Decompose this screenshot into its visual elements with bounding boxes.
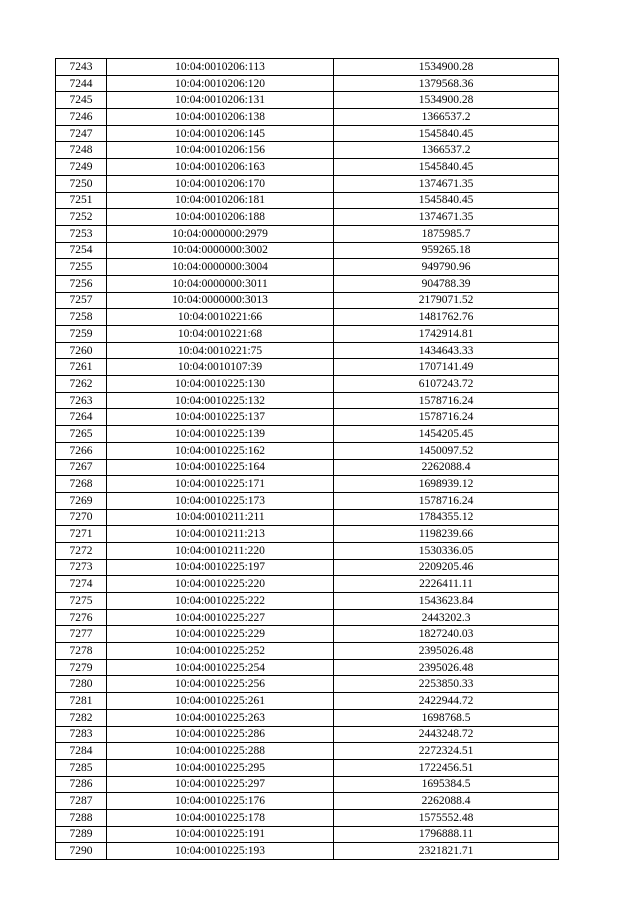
table-row (56, 159, 559, 176)
value-cell: 2226411.11 (334, 576, 559, 593)
row-number-cell: 7286 (56, 776, 107, 793)
row-number-cell: 7249 (56, 159, 107, 176)
cadastral-number-cell: 10:04:0010206:181 (107, 192, 334, 209)
row-number-cell: 7248 (56, 142, 107, 159)
value-cell: 2179071.52 (334, 292, 559, 309)
data-table (55, 58, 559, 860)
cadastral-number-cell: 10:04:0010225:227 (107, 609, 334, 626)
row-number-cell: 7283 (56, 726, 107, 743)
value-cell: 1578716.24 (334, 492, 559, 509)
value-cell: 959265.18 (334, 242, 559, 259)
table-row (56, 426, 559, 443)
table-row (56, 442, 559, 459)
value-cell: 2253850.33 (334, 676, 559, 693)
cadastral-number-cell: 10:04:0000000:3011 (107, 275, 334, 292)
value-cell: 1578716.24 (334, 392, 559, 409)
table-row (56, 809, 559, 826)
cadastral-number-cell: 10:04:0010221:75 (107, 342, 334, 359)
table-row (56, 225, 559, 242)
cadastral-number-cell: 10:04:0010225:191 (107, 826, 334, 843)
table-row (56, 192, 559, 209)
row-number-cell: 7260 (56, 342, 107, 359)
row-number-cell: 7271 (56, 526, 107, 543)
value-cell: 1379568.36 (334, 75, 559, 92)
table-row (56, 626, 559, 643)
value-cell: 1366537.2 (334, 109, 559, 126)
value-cell: 2443248.72 (334, 726, 559, 743)
value-cell: 1434643.33 (334, 342, 559, 359)
table-row (56, 693, 559, 710)
table-row (56, 776, 559, 793)
table-row (56, 392, 559, 409)
table-row (56, 125, 559, 142)
table-row (56, 793, 559, 810)
cadastral-number-cell: 10:04:0010206:163 (107, 159, 334, 176)
row-number-cell: 7250 (56, 175, 107, 192)
row-number-cell: 7280 (56, 676, 107, 693)
value-cell: 2395026.48 (334, 643, 559, 660)
row-number-cell: 7278 (56, 643, 107, 660)
row-number-cell: 7275 (56, 593, 107, 610)
row-number-cell: 7267 (56, 459, 107, 476)
cadastral-number-cell: 10:04:0010225:139 (107, 426, 334, 443)
row-number-cell: 7288 (56, 809, 107, 826)
row-number-cell: 7263 (56, 392, 107, 409)
table-row (56, 559, 559, 576)
value-cell: 2443202.3 (334, 609, 559, 626)
value-cell: 1454205.45 (334, 426, 559, 443)
value-cell: 1827240.03 (334, 626, 559, 643)
row-number-cell: 7287 (56, 793, 107, 810)
cadastral-number-cell: 10:04:0010107:39 (107, 359, 334, 376)
cadastral-number-cell: 10:04:0010225:256 (107, 676, 334, 693)
table-row (56, 142, 559, 159)
cadastral-number-cell: 10:04:0010225:173 (107, 492, 334, 509)
row-number-cell: 7276 (56, 609, 107, 626)
table-row (56, 709, 559, 726)
table-row (56, 576, 559, 593)
table-row (56, 75, 559, 92)
row-number-cell: 7251 (56, 192, 107, 209)
value-cell: 1366537.2 (334, 142, 559, 159)
row-number-cell: 7269 (56, 492, 107, 509)
value-cell: 2262088.4 (334, 459, 559, 476)
cadastral-number-cell: 10:04:0010211:213 (107, 526, 334, 543)
row-number-cell: 7279 (56, 659, 107, 676)
table-row (56, 492, 559, 509)
cadastral-number-cell: 10:04:0010225:164 (107, 459, 334, 476)
cadastral-number-cell: 10:04:0010225:261 (107, 693, 334, 710)
row-number-cell: 7266 (56, 442, 107, 459)
row-number-cell: 7282 (56, 709, 107, 726)
table-row (56, 209, 559, 226)
value-cell: 1481762.76 (334, 309, 559, 326)
table-row (56, 92, 559, 109)
table-row (56, 609, 559, 626)
cadastral-number-cell: 10:04:0010225:178 (107, 809, 334, 826)
table-row (56, 643, 559, 660)
value-cell: 1530336.05 (334, 542, 559, 559)
table-row (56, 476, 559, 493)
cadastral-number-cell: 10:04:0010225:288 (107, 743, 334, 760)
row-number-cell: 7281 (56, 693, 107, 710)
value-cell: 1198239.66 (334, 526, 559, 543)
value-cell: 1742914.81 (334, 326, 559, 343)
table-row (56, 309, 559, 326)
value-cell: 2395026.48 (334, 659, 559, 676)
table-row (56, 326, 559, 343)
cadastral-number-cell: 10:04:0010225:252 (107, 643, 334, 660)
cadastral-number-cell: 10:04:0010225:220 (107, 576, 334, 593)
row-number-cell: 7290 (56, 843, 107, 860)
value-cell: 1450097.52 (334, 442, 559, 459)
row-number-cell: 7261 (56, 359, 107, 376)
table-row (56, 59, 559, 76)
cadastral-number-cell: 10:04:0010206:188 (107, 209, 334, 226)
table-row (56, 743, 559, 760)
cadastral-number-cell: 10:04:0010206:145 (107, 125, 334, 142)
value-cell: 1722456.51 (334, 759, 559, 776)
cadastral-number-cell: 10:04:0010225:176 (107, 793, 334, 810)
row-number-cell: 7268 (56, 476, 107, 493)
row-number-cell: 7245 (56, 92, 107, 109)
cadastral-number-cell: 10:04:0010225:130 (107, 376, 334, 393)
table-row (56, 659, 559, 676)
row-number-cell: 7246 (56, 109, 107, 126)
row-number-cell: 7272 (56, 542, 107, 559)
row-number-cell: 7252 (56, 209, 107, 226)
value-cell: 1578716.24 (334, 409, 559, 426)
value-cell: 949790.96 (334, 259, 559, 276)
cadastral-number-cell: 10:04:0000000:3002 (107, 242, 334, 259)
row-number-cell: 7247 (56, 125, 107, 142)
table-row (56, 542, 559, 559)
table-row (56, 726, 559, 743)
cadastral-number-cell: 10:04:0010225:286 (107, 726, 334, 743)
value-cell: 2209205.46 (334, 559, 559, 576)
cadastral-number-cell: 10:04:0010225:132 (107, 392, 334, 409)
cadastral-number-cell: 10:04:0010206:120 (107, 75, 334, 92)
cadastral-number-cell: 10:04:0010225:162 (107, 442, 334, 459)
cadastral-number-cell: 10:04:0010225:197 (107, 559, 334, 576)
row-number-cell: 7243 (56, 59, 107, 76)
cadastral-number-cell: 10:04:0010206:131 (107, 92, 334, 109)
cadastral-number-cell: 10:04:0010221:68 (107, 326, 334, 343)
row-number-cell: 7285 (56, 759, 107, 776)
value-cell: 6107243.72 (334, 376, 559, 393)
cadastral-number-cell: 10:04:0010225:193 (107, 843, 334, 860)
table-row (56, 593, 559, 610)
value-cell: 1374671.35 (334, 175, 559, 192)
value-cell: 1575552.48 (334, 809, 559, 826)
value-cell: 904788.39 (334, 275, 559, 292)
row-number-cell: 7262 (56, 376, 107, 393)
table-row (56, 759, 559, 776)
value-cell: 1545840.45 (334, 192, 559, 209)
row-number-cell: 7256 (56, 275, 107, 292)
table-row (56, 175, 559, 192)
value-cell: 1796888.11 (334, 826, 559, 843)
cadastral-number-cell: 10:04:0010206:138 (107, 109, 334, 126)
cadastral-number-cell: 10:04:0010206:113 (107, 59, 334, 76)
table-row (56, 843, 559, 860)
value-cell: 2321821.71 (334, 843, 559, 860)
value-cell: 1374671.35 (334, 209, 559, 226)
row-number-cell: 7258 (56, 309, 107, 326)
value-cell: 1875985.7 (334, 225, 559, 242)
row-number-cell: 7255 (56, 259, 107, 276)
row-number-cell: 7244 (56, 75, 107, 92)
table-row (56, 526, 559, 543)
cadastral-number-cell: 10:04:0000000:2979 (107, 225, 334, 242)
cadastral-number-cell: 10:04:0010206:170 (107, 175, 334, 192)
row-number-cell: 7254 (56, 242, 107, 259)
table-row (56, 376, 559, 393)
value-cell: 1695384.5 (334, 776, 559, 793)
row-number-cell: 7257 (56, 292, 107, 309)
table-row (56, 409, 559, 426)
value-cell: 2262088.4 (334, 793, 559, 810)
value-cell: 2422944.72 (334, 693, 559, 710)
cadastral-number-cell: 10:04:0010211:220 (107, 542, 334, 559)
cadastral-number-cell: 10:04:0010225:222 (107, 593, 334, 610)
value-cell: 1534900.28 (334, 59, 559, 76)
cadastral-number-cell: 10:04:0010225:137 (107, 409, 334, 426)
cadastral-number-cell: 10:04:0000000:3013 (107, 292, 334, 309)
value-cell: 1545840.45 (334, 159, 559, 176)
value-cell: 1784355.12 (334, 509, 559, 526)
cadastral-number-cell: 10:04:0010225:295 (107, 759, 334, 776)
table-row (56, 242, 559, 259)
table-row (56, 109, 559, 126)
row-number-cell: 7277 (56, 626, 107, 643)
row-number-cell: 7259 (56, 326, 107, 343)
row-number-cell: 7274 (56, 576, 107, 593)
cadastral-number-cell: 10:04:0010225:297 (107, 776, 334, 793)
value-cell: 2272324.51 (334, 743, 559, 760)
cadastral-number-cell: 10:04:0010221:66 (107, 309, 334, 326)
table-row (56, 342, 559, 359)
value-cell: 1707141.49 (334, 359, 559, 376)
cadastral-number-cell: 10:04:0010225:254 (107, 659, 334, 676)
table-row (56, 509, 559, 526)
row-number-cell: 7270 (56, 509, 107, 526)
value-cell: 1698768.5 (334, 709, 559, 726)
table-body (56, 59, 559, 860)
value-cell: 1534900.28 (334, 92, 559, 109)
row-number-cell: 7273 (56, 559, 107, 576)
cadastral-number-cell: 10:04:0010225:263 (107, 709, 334, 726)
value-cell: 1698939.12 (334, 476, 559, 493)
row-number-cell: 7265 (56, 426, 107, 443)
table-row (56, 292, 559, 309)
value-cell: 1545840.45 (334, 125, 559, 142)
cadastral-number-cell: 10:04:0000000:3004 (107, 259, 334, 276)
table-row (56, 259, 559, 276)
row-number-cell: 7264 (56, 409, 107, 426)
cadastral-number-cell: 10:04:0010211:211 (107, 509, 334, 526)
cadastral-number-cell: 10:04:0010206:156 (107, 142, 334, 159)
table-row (56, 459, 559, 476)
table-row (56, 676, 559, 693)
cadastral-number-cell: 10:04:0010225:229 (107, 626, 334, 643)
row-number-cell: 7253 (56, 225, 107, 242)
table-row (56, 275, 559, 292)
row-number-cell: 7284 (56, 743, 107, 760)
cadastral-number-cell: 10:04:0010225:171 (107, 476, 334, 493)
table-row (56, 359, 559, 376)
table-row (56, 826, 559, 843)
row-number-cell: 7289 (56, 826, 107, 843)
value-cell: 1543623.84 (334, 593, 559, 610)
